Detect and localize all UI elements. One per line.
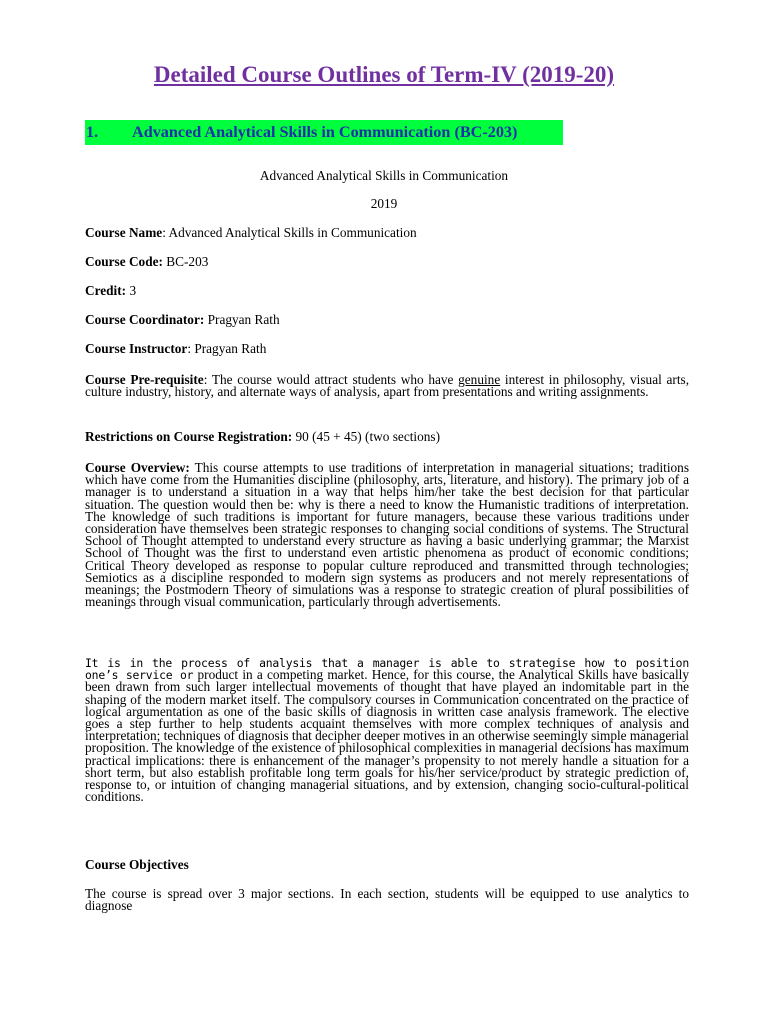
objectives-heading: Course Objectives [85, 857, 189, 872]
prerequisite-paragraph [85, 374, 689, 398]
course-heading: Advanced Analytical Skills in Communication [259, 168, 509, 183]
credit-value: 3 [126, 283, 137, 298]
analysis-paragraph [85, 657, 689, 803]
credit-label: Credit: [85, 283, 127, 298]
course-code-field [85, 254, 685, 270]
restrictions-field [85, 429, 685, 445]
prerequisite-text-a: : The course would attract students who have [203, 372, 459, 387]
overview-text: This course attempts to use traditions of interpretation in managerial situations; traditions which have come from the Humanities discipline (philosophy, arts, literature, and history). The primary job of a manager is to understand a situation in a way that helps him/her take the best decision for that particular situation. The question would then be: why is there a need to know the Humanistic traditions of interpretation. The knowledge of such traditions is important for future managers, because these various traditions under consideration have themselves been strategic responses to changing social conditions of systems. The Structural School of Thought attempted to understand every structure as having a basic underlying grammar; the Marxist School of Thought was the first to understand even artistic phenomena as product of economic conditions; Critical Theory developed as response to popular culture reproduced and transmitted through technologies; Semiotics as a discipline responded to modern sign systems as producers and not merely representations of meanings; the Postmodern Theory of simulations was a response to strategic creation of plural possibilities of meanings through visual communication, particularly through advertisements. [85, 460, 689, 610]
analysis-text: product in a competing market. Hence, for this course, the Analytical Skills have basically been drawn from such larger intellectual movements of thought that have played an indomitable part in the shaping of the modern market itself. The compulsory courses in Communication concentrated on the practice of logical argumentation as one of the basic skills of diagnosis in written case analysis framework. The elective goes a step further to help students acquaint themselves with more complex techniques of analysis and interpretation; techniques of diagnosis that decipher deeper motives in an otherwise seemingly simple managerial proposition. The knowledge of the existence of philosophical complexities in managerial decisions has maximum practical implications: there is enhancement of the manager’s propensity to not merely handle a situation for a short term, but also establish profitable long term goals for his/her service/product by strategic prediction of, response to, or intuition of changing managerial situations, and by extension, changing socio-cultural-political conditions. [85, 667, 689, 805]
analysis-lead: It is in the process of analysis that a manager is able to strategise how to position one’s service or [85, 656, 689, 683]
restrictions-label: Restrictions on Course Registration: [85, 429, 293, 444]
course-year: 2019 [370, 196, 398, 211]
section-title: Advanced Analytical Skills in Communication (BC-203) [132, 123, 518, 141]
overview-label: Course Overview: [85, 460, 190, 475]
course-code-label: Course Code: [85, 254, 163, 269]
coordinator-field [85, 312, 685, 328]
objectives-paragraph: The course is spread over 3 major sections. In each section, students will be equipped to use analytics to diagnose [85, 886, 689, 914]
document-title: Detailed Course Outlines of Term-IV (2019-20) [153, 62, 615, 87]
course-name-label: Course Name [85, 225, 163, 240]
overview-paragraph [85, 462, 689, 608]
course-code-value: BC-203 [162, 254, 209, 269]
restrictions-value: 90 (45 + 45) (two sections) [292, 429, 441, 444]
coordinator-label: Course Coordinator: [85, 312, 205, 327]
prerequisite-label: Course Pre-requisite [85, 372, 204, 387]
instructor-value: : Pragyan Rath [187, 341, 267, 356]
prerequisite-text-b: interest in philosophy, visual arts, culture industry, history, and alternate ways of analysis, apart from presentations and writing assignments. [85, 372, 690, 400]
instructor-field [85, 341, 685, 357]
course-name-value: : Advanced Analytical Skills in Communication [162, 225, 417, 240]
coordinator-value: Pragyan Rath [204, 312, 280, 327]
section-heading [85, 120, 563, 145]
prerequisite-underlined-word: genuine [458, 372, 501, 387]
course-name-field [85, 225, 685, 241]
credit-field [85, 283, 685, 299]
section-number: 1. [86, 123, 99, 141]
instructor-label: Course Instructor [85, 341, 188, 356]
